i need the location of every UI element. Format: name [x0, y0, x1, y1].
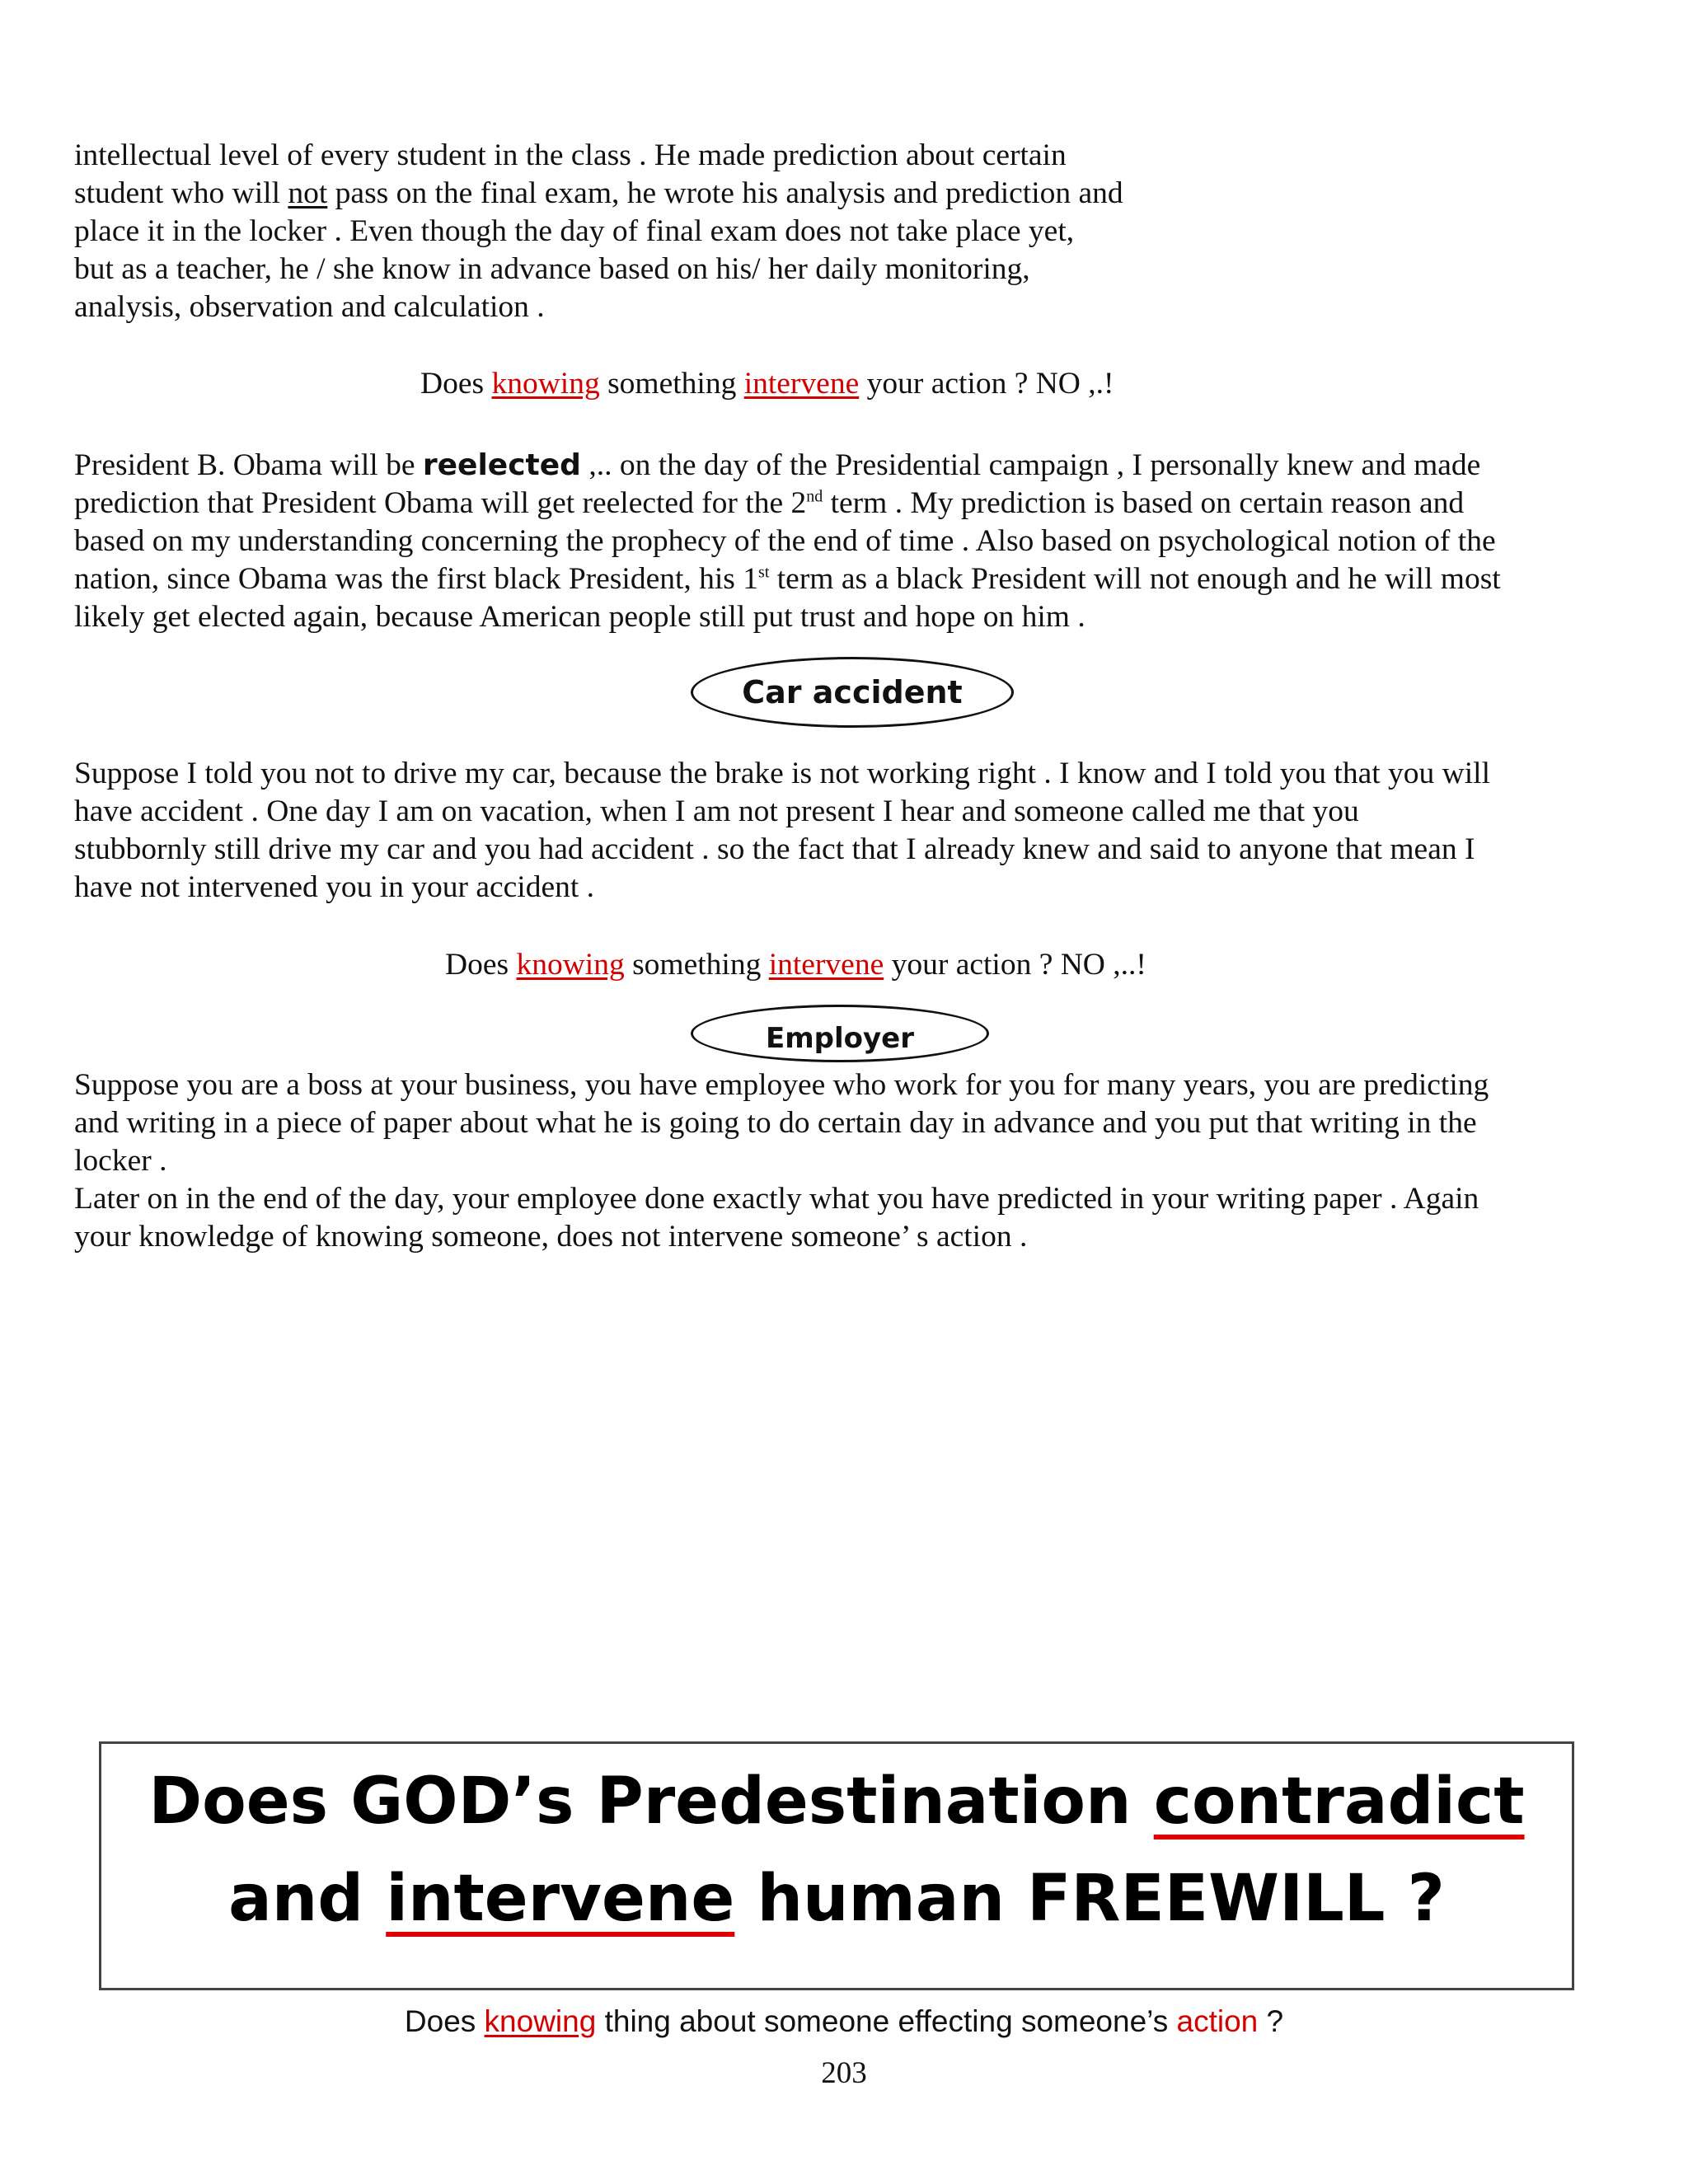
text-line: and writing in a piece of paper about what he is going to do certain day in advance and you put that writing in the: [74, 1106, 1477, 1140]
heading-employer: Employer: [691, 1005, 989, 1062]
heading-car-accident: Car accident: [691, 657, 1014, 728]
keyword-knowing: knowing: [491, 367, 600, 401]
text-span: thing about someone effecting someone’s: [596, 2004, 1177, 2038]
bold-word-reelected: reelected: [422, 448, 581, 482]
text-span: human FREEWILL ?: [734, 1862, 1445, 1936]
keyword-intervene: intervene: [768, 948, 884, 982]
text-span: something: [624, 948, 769, 982]
text-line: Suppose I told you not to drive my car, because the brake is not working right . I know and I told you that you will: [74, 757, 1490, 790]
keyword-knowing: knowing: [484, 2004, 597, 2038]
text-span: ,.. on the day of the Presidential campaign , I personally knew and made: [580, 448, 1481, 482]
title-keyword-intervene: intervene: [386, 1862, 735, 1936]
superscript: st: [758, 563, 770, 582]
page-number: 203: [821, 2056, 867, 2090]
text-line: based on my understanding concerning the prophecy of the end of time . Also based on psychological notion of the: [74, 524, 1496, 558]
text-line: [74, 175, 1624, 213]
underlined-word: not: [288, 176, 328, 210]
text-span: Does: [445, 948, 517, 982]
paragraph-student-prediction: [74, 137, 1624, 326]
question-knowing-intervene-1: [420, 365, 1114, 403]
keyword-action: action: [1176, 2004, 1259, 2038]
text-span: prediction that President Obama will get reelected for the 2: [74, 486, 807, 520]
text-line: [74, 485, 1624, 523]
text-line: Later on in the end of the day, your employee done exactly what you have predicted in your writing paper . Again: [74, 1182, 1479, 1216]
keyword-knowing: knowing: [516, 948, 625, 982]
text-line: intellectual level of every student in the class . He made prediction about certain: [74, 138, 1067, 172]
paragraph-car-accident: [74, 755, 1624, 907]
text-line: place it in the locker . Even though the day of final exam does not take place yet,: [74, 214, 1075, 248]
text-span: Does: [404, 2004, 485, 2038]
title-line-2: [99, 1858, 1574, 1940]
text-line: your knowledge of knowing someone, does not intervene someone’ s action .: [74, 1220, 1028, 1254]
text-span: ?: [1258, 2004, 1284, 2038]
text-line: likely get elected again, because American people still put trust and hope on him .: [74, 600, 1085, 634]
text-line: stubbornly still drive my car and you had accident . so the fact that I already knew and said to anyone that mean I: [74, 832, 1475, 866]
title-line-1: [99, 1760, 1574, 1843]
text-line: but as a teacher, he / she know in advance based on his/ her daily monitoring,: [74, 252, 1030, 286]
paragraph-employer: [74, 1066, 1624, 1256]
text-line: have accident . One day I am on vacation, when I am not present I hear and someone called me that you: [74, 794, 1359, 828]
text-line: [74, 560, 1624, 598]
text-span: student who will: [74, 176, 288, 210]
bottom-question: [0, 2003, 1688, 2041]
text-line: locker .: [74, 1144, 167, 1178]
text-span: something: [599, 367, 744, 401]
text-line: analysis, observation and calculation .: [74, 290, 545, 324]
question-knowing-intervene-2: [445, 946, 1146, 984]
paragraph-obama-prediction: [74, 447, 1624, 636]
text-span: term . My prediction is based on certain reason and: [823, 486, 1465, 520]
text-line: have not intervened you in your accident .: [74, 870, 595, 904]
text-span: term as a black President will not enough and he will most: [769, 562, 1501, 596]
text-span: your action ? NO ,.!: [859, 367, 1114, 401]
text-line: Suppose you are a boss at your business, you have employee who work for you for many years, you are predicting: [74, 1068, 1489, 1102]
text-span: Does: [420, 367, 492, 401]
text-span: nation, since Obama was the first black President, his 1: [74, 562, 759, 596]
text-span: and: [228, 1862, 387, 1936]
text-span: President B. Obama will be: [74, 448, 423, 482]
text-span: pass on the final exam, he wrote his analysis and prediction and: [327, 176, 1123, 210]
keyword-intervene: intervene: [743, 367, 860, 401]
text-line: [74, 447, 1624, 485]
text-span: Does GOD’s Predestination: [148, 1765, 1154, 1839]
title-keyword-contradict: contradict: [1153, 1765, 1525, 1839]
text-span: your action ? NO ,..!: [884, 948, 1146, 982]
superscript: nd: [806, 487, 823, 506]
